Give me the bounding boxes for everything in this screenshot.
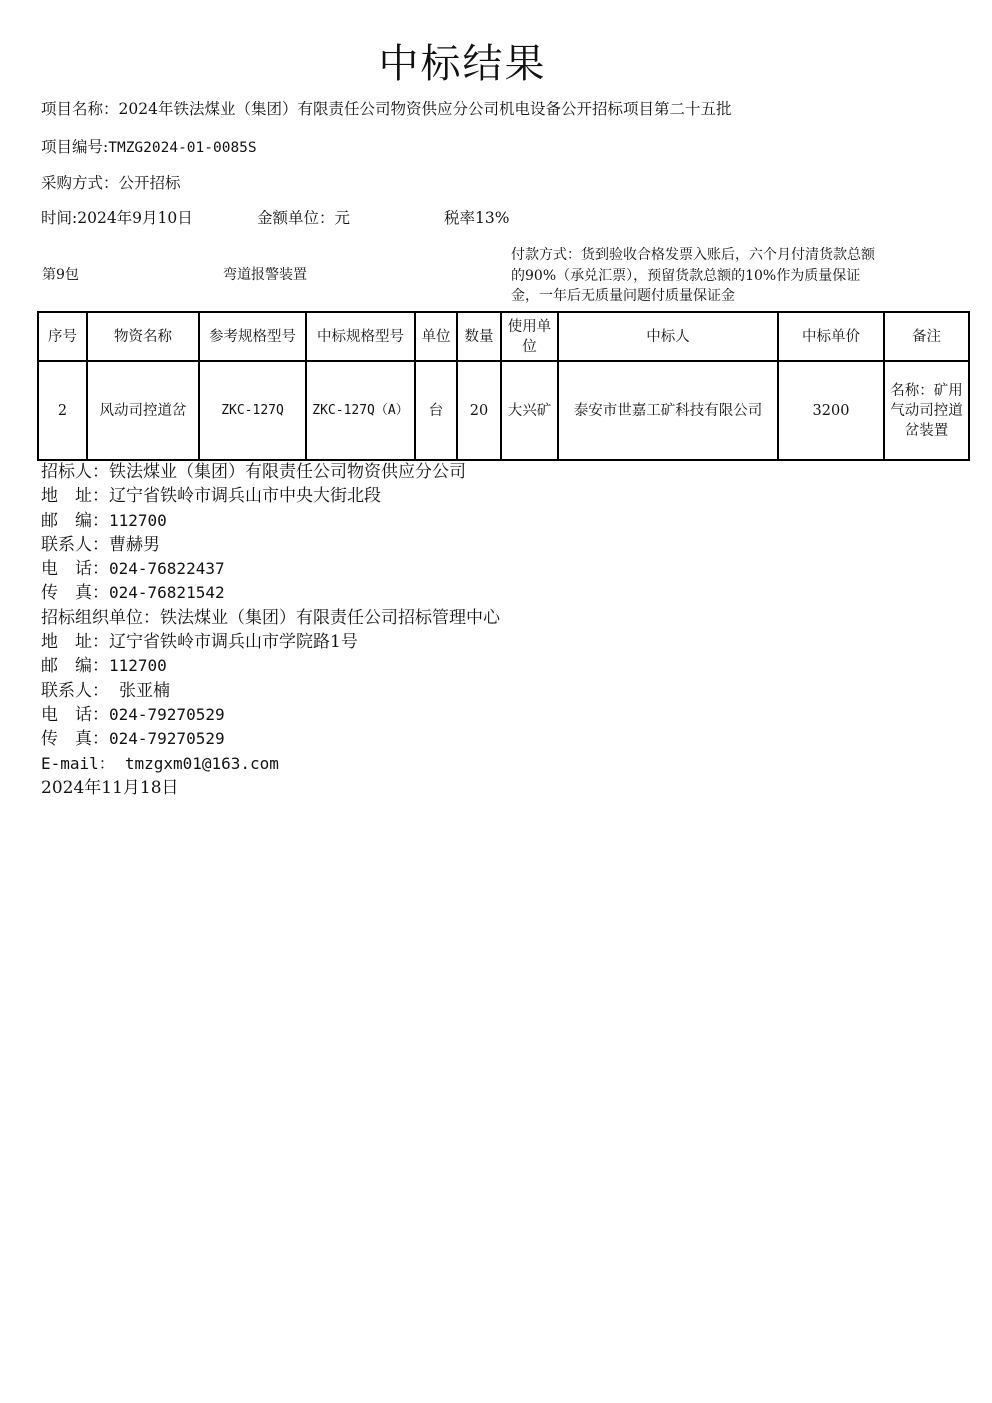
currency-value: 元: [334, 209, 351, 227]
procurement-method: 公开招标: [118, 174, 181, 192]
agency-contact-label: 联系人：: [41, 680, 109, 701]
agency-name-row: [41, 606, 500, 630]
cell-material-name: 风动司控道岔: [87, 361, 199, 460]
tax-label: 税率: [444, 209, 476, 227]
cell-winner: 泰安市世嘉工矿科技有限公司: [558, 361, 778, 460]
agency-contact-row: [41, 679, 500, 703]
header-user-unit: 使用单位: [501, 312, 558, 361]
header-reference-spec: 参考规格型号: [199, 312, 306, 361]
time-group: [41, 208, 257, 228]
tenderer-name-row: [41, 460, 500, 484]
agency-name-label: 招标组织单位：: [41, 607, 160, 628]
cell-index: 2: [38, 361, 87, 460]
table-row: [38, 361, 969, 460]
agency-zip-label: 邮 编：: [41, 656, 109, 677]
tenderer-phone-row: [41, 557, 500, 581]
tax-group: [444, 208, 509, 228]
page-title: 中标结果: [378, 41, 547, 87]
agency-email-row: [41, 752, 500, 776]
tenderer-phone-label: 电 话：: [41, 559, 109, 580]
tax-value: 13%: [475, 209, 510, 227]
tenderer-zip: 112700: [109, 510, 167, 530]
agency-zip-row: [41, 654, 500, 678]
currency-label: 金额单位：: [257, 209, 335, 227]
tenderer-zip-row: [41, 509, 500, 533]
tenderer-address-row: [41, 484, 500, 508]
tenderer-fax: 024-76821542: [109, 583, 225, 603]
tenderer-name: 铁法煤业（集团）有限责任公司物资供应分公司: [109, 462, 466, 482]
project-code: TMZG2024-01-0085S: [108, 140, 257, 156]
time-value: 2024年9月10日: [77, 209, 193, 227]
agency-zip: 112700: [109, 656, 167, 676]
table-header-row: [38, 312, 969, 361]
tenderer-zip-label: 邮 编：: [41, 510, 109, 531]
project-name-line: [41, 99, 731, 119]
agency-name: 铁法煤业（集团）有限责任公司招标管理中心: [160, 607, 500, 628]
cell-quantity: 20: [457, 361, 501, 460]
procurement-method-line: [41, 173, 181, 193]
cell-reference-spec: ZKC-127Q: [199, 361, 306, 460]
project-name-label: 项目名称：: [41, 100, 119, 118]
cell-user-unit: 大兴矿: [501, 361, 558, 460]
agency-phone-row: [41, 703, 500, 727]
agency-address: 辽宁省铁岭市调兵山市学院路1号: [109, 632, 358, 653]
cell-unit: 台: [415, 361, 457, 460]
project-name: 2024年铁法煤业（集团）有限责任公司物资供应分公司机电设备公开招标项目第二十五批: [118, 100, 732, 118]
tenderer-contact-label: 联系人：: [41, 534, 109, 555]
cell-unit-price: 3200: [778, 361, 884, 460]
agency-email-label: E-mail：: [41, 753, 115, 773]
header-unit: 单位: [415, 312, 457, 361]
header-material-name: 物资名称: [87, 312, 199, 361]
agency-fax-label: 传 真：: [41, 729, 109, 750]
package-name: 弯道报警装置: [223, 267, 307, 283]
agency-phone-label: 电 话：: [41, 704, 109, 725]
bid-result-table: [37, 311, 970, 461]
tenderer-fax-label: 传 真：: [41, 583, 109, 604]
agency-fax-row: [41, 727, 500, 751]
header-unit-price: 中标单价: [778, 312, 884, 361]
tenderer-contact: 曹赫男: [109, 534, 160, 555]
agency-fax: 024-79270529: [109, 729, 225, 749]
tenderer-fax-row: [41, 581, 500, 605]
project-code-line: [41, 137, 257, 158]
header-winning-spec: 中标规格型号: [306, 312, 415, 361]
tenderer-phone: 024-76822437: [109, 559, 225, 579]
cell-winning-spec: ZKC-127Q（A）: [306, 361, 415, 460]
package-number: 第9包: [42, 267, 79, 283]
agency-address-label: 地 址：: [41, 632, 109, 653]
time-label: 时间:: [41, 209, 78, 227]
header-index: 序号: [38, 312, 87, 361]
agency-email[interactable]: tmzgxm01@163.com: [124, 753, 279, 773]
tenderer-address: 辽宁省铁岭市调兵山市中央大街北段: [109, 486, 381, 507]
tenderer-name-label: 招标人：: [41, 462, 109, 482]
currency-group: [257, 208, 444, 228]
time-line: [41, 208, 509, 228]
contact-section: [41, 460, 500, 800]
tenderer-address-label: 地 址：: [41, 486, 109, 507]
agency-phone: 024-79270529: [109, 704, 225, 724]
project-code-label: 项目编号:: [41, 138, 109, 156]
agency-contact: 张亚楠: [119, 680, 170, 701]
tenderer-contact-row: [41, 533, 500, 557]
cell-remark: 名称：矿用气动司控道岔装置: [884, 361, 969, 460]
header-winner: 中标人: [558, 312, 778, 361]
agency-address-row: [41, 630, 500, 654]
header-quantity: 数量: [457, 312, 501, 361]
payment-terms: 付款方式：货到验收合格发票入账后，六个月付清货款总额的90%（承兑汇票），预留货款总额的10%作为质量保证金，一年后无质量问题付质量保证金: [511, 247, 875, 304]
procurement-method-label: 采购方式：: [41, 174, 119, 192]
header-remark: 备注: [884, 312, 969, 361]
document-date: 2024年11月18日: [41, 777, 179, 798]
